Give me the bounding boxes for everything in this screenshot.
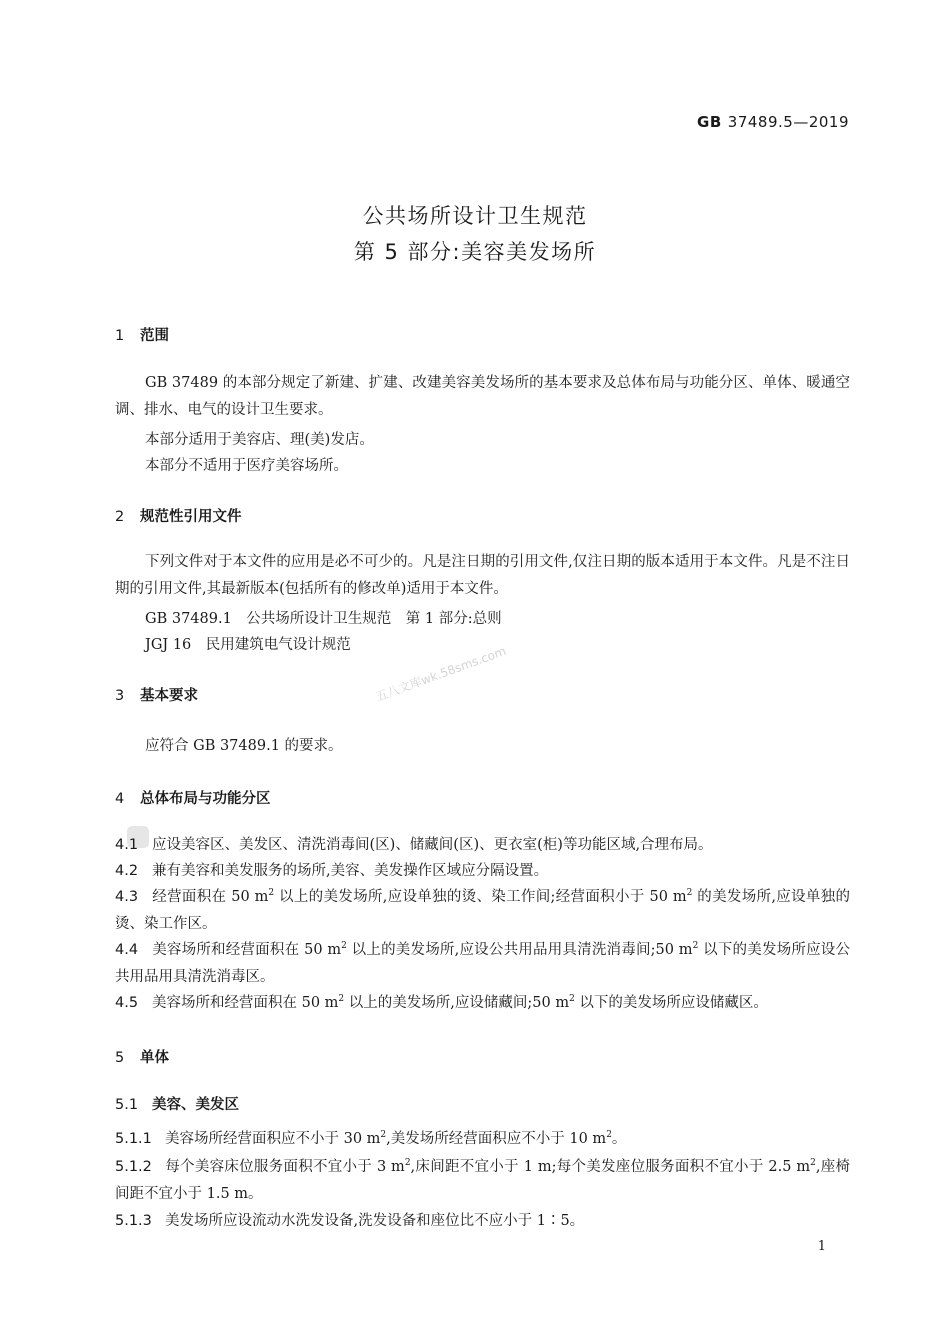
subsection-5-1-heading: 5.1 美容、美发区 xyxy=(115,1097,239,1113)
clause-4-2: 4.2 兼有美容和美发服务的场所,美容、美发操作区域应分隔设置。 xyxy=(115,863,549,879)
section-4-heading: 4 总体布局与功能分区 xyxy=(115,791,271,807)
clause-4-1: 4.1 应设美容区、美发区、清洗消毒间(区)、储藏间(区)、更衣室(柜)等功能区域,合理布局。 xyxy=(115,837,713,853)
clause-5-1-1: 5.1.1 美容场所经营面积应不小于 30 $m^2$,美发场所经营面积应不小于 10 $m^2$。 xyxy=(115,1130,627,1147)
reference-jgj16: JGJ 16 民用建筑电气设计规范 xyxy=(145,637,351,653)
section-5-heading: 5 单体 xyxy=(115,1050,169,1066)
clause-5-1-2: 5.1.2 每个美容床位服务面积不宜小于 3 $m^2$,床间距不宜小于 1 m;每个美发座位服务面积不宜小于 2.5 $m^2$,座椅间距不宜小于 1.5 m。 xyxy=(115,1158,850,1202)
clause-4-4: 4.4 美容场所和经营面积在 50 $m^2$ 以上的美发场所,应设公共用品用具清洗消毒间;50 $m^2$ 以下的美发场所应设公共用品用具清洗消毒区。 xyxy=(115,941,850,985)
page-number: 1 xyxy=(817,1239,826,1254)
clause-5-1-3: 5.1.3 美发场所应设流动水洗发设备,洗发设备和座位比不应小于 1∶5。 xyxy=(115,1213,585,1229)
section-1-scope-excludes: 本部分不适用于医疗美容场所。 xyxy=(145,458,348,474)
section-2-heading: 2 规范性引用文件 xyxy=(115,509,242,525)
section-1-scope-applies: 本部分适用于美容店、理(美)发店。 xyxy=(145,432,374,448)
section-2-paragraph: 下列文件对于本文件的应用是必不可少的。凡是注日期的引用文件,仅注日期的版本适用于本文件。凡是不注日期的引用文件,其最新版本(包括所有的修改单)适用于本文件。 xyxy=(115,554,850,597)
section-3-heading: 3 基本要求 xyxy=(115,688,198,704)
section-3-paragraph: 应符合 GB 37489.1 的要求。 xyxy=(145,738,343,754)
document-title: 公共场所设计卫生规范 xyxy=(362,204,588,228)
standard-code: GB 37489.5—2019 xyxy=(697,113,849,131)
reference-gb37489-1: GB 37489.1 公共场所设计卫生规范 第 1 部分:总则 xyxy=(145,611,502,627)
document-subtitle: 第 5 部分:美容美发场所 xyxy=(353,240,597,264)
section-1-heading: 1 范围 xyxy=(115,328,169,344)
section-1-paragraph: GB 37489 的本部分规定了新建、扩建、改建美容美发场所的基本要求及总体布局与功能分区、单体、暖通空调、排水、电气的设计卫生要求。 xyxy=(115,375,850,418)
clause-4-3: 4.3 经营面积在 50 $m^2$ 以上的美发场所,应设单独的烫、染工作间;经营面积小于 50 $m^2$ 的美发场所,应设单独的烫、染工作区。 xyxy=(115,888,850,932)
watermark: 五八文库wk.58sms.com xyxy=(373,643,508,705)
clause-4-5: 4.5 美容场所和经营面积在 50 $m^2$ 以上的美发场所,应设储藏间;50 $m^2$ 以下的美发场所应设储藏区。 xyxy=(115,994,768,1011)
